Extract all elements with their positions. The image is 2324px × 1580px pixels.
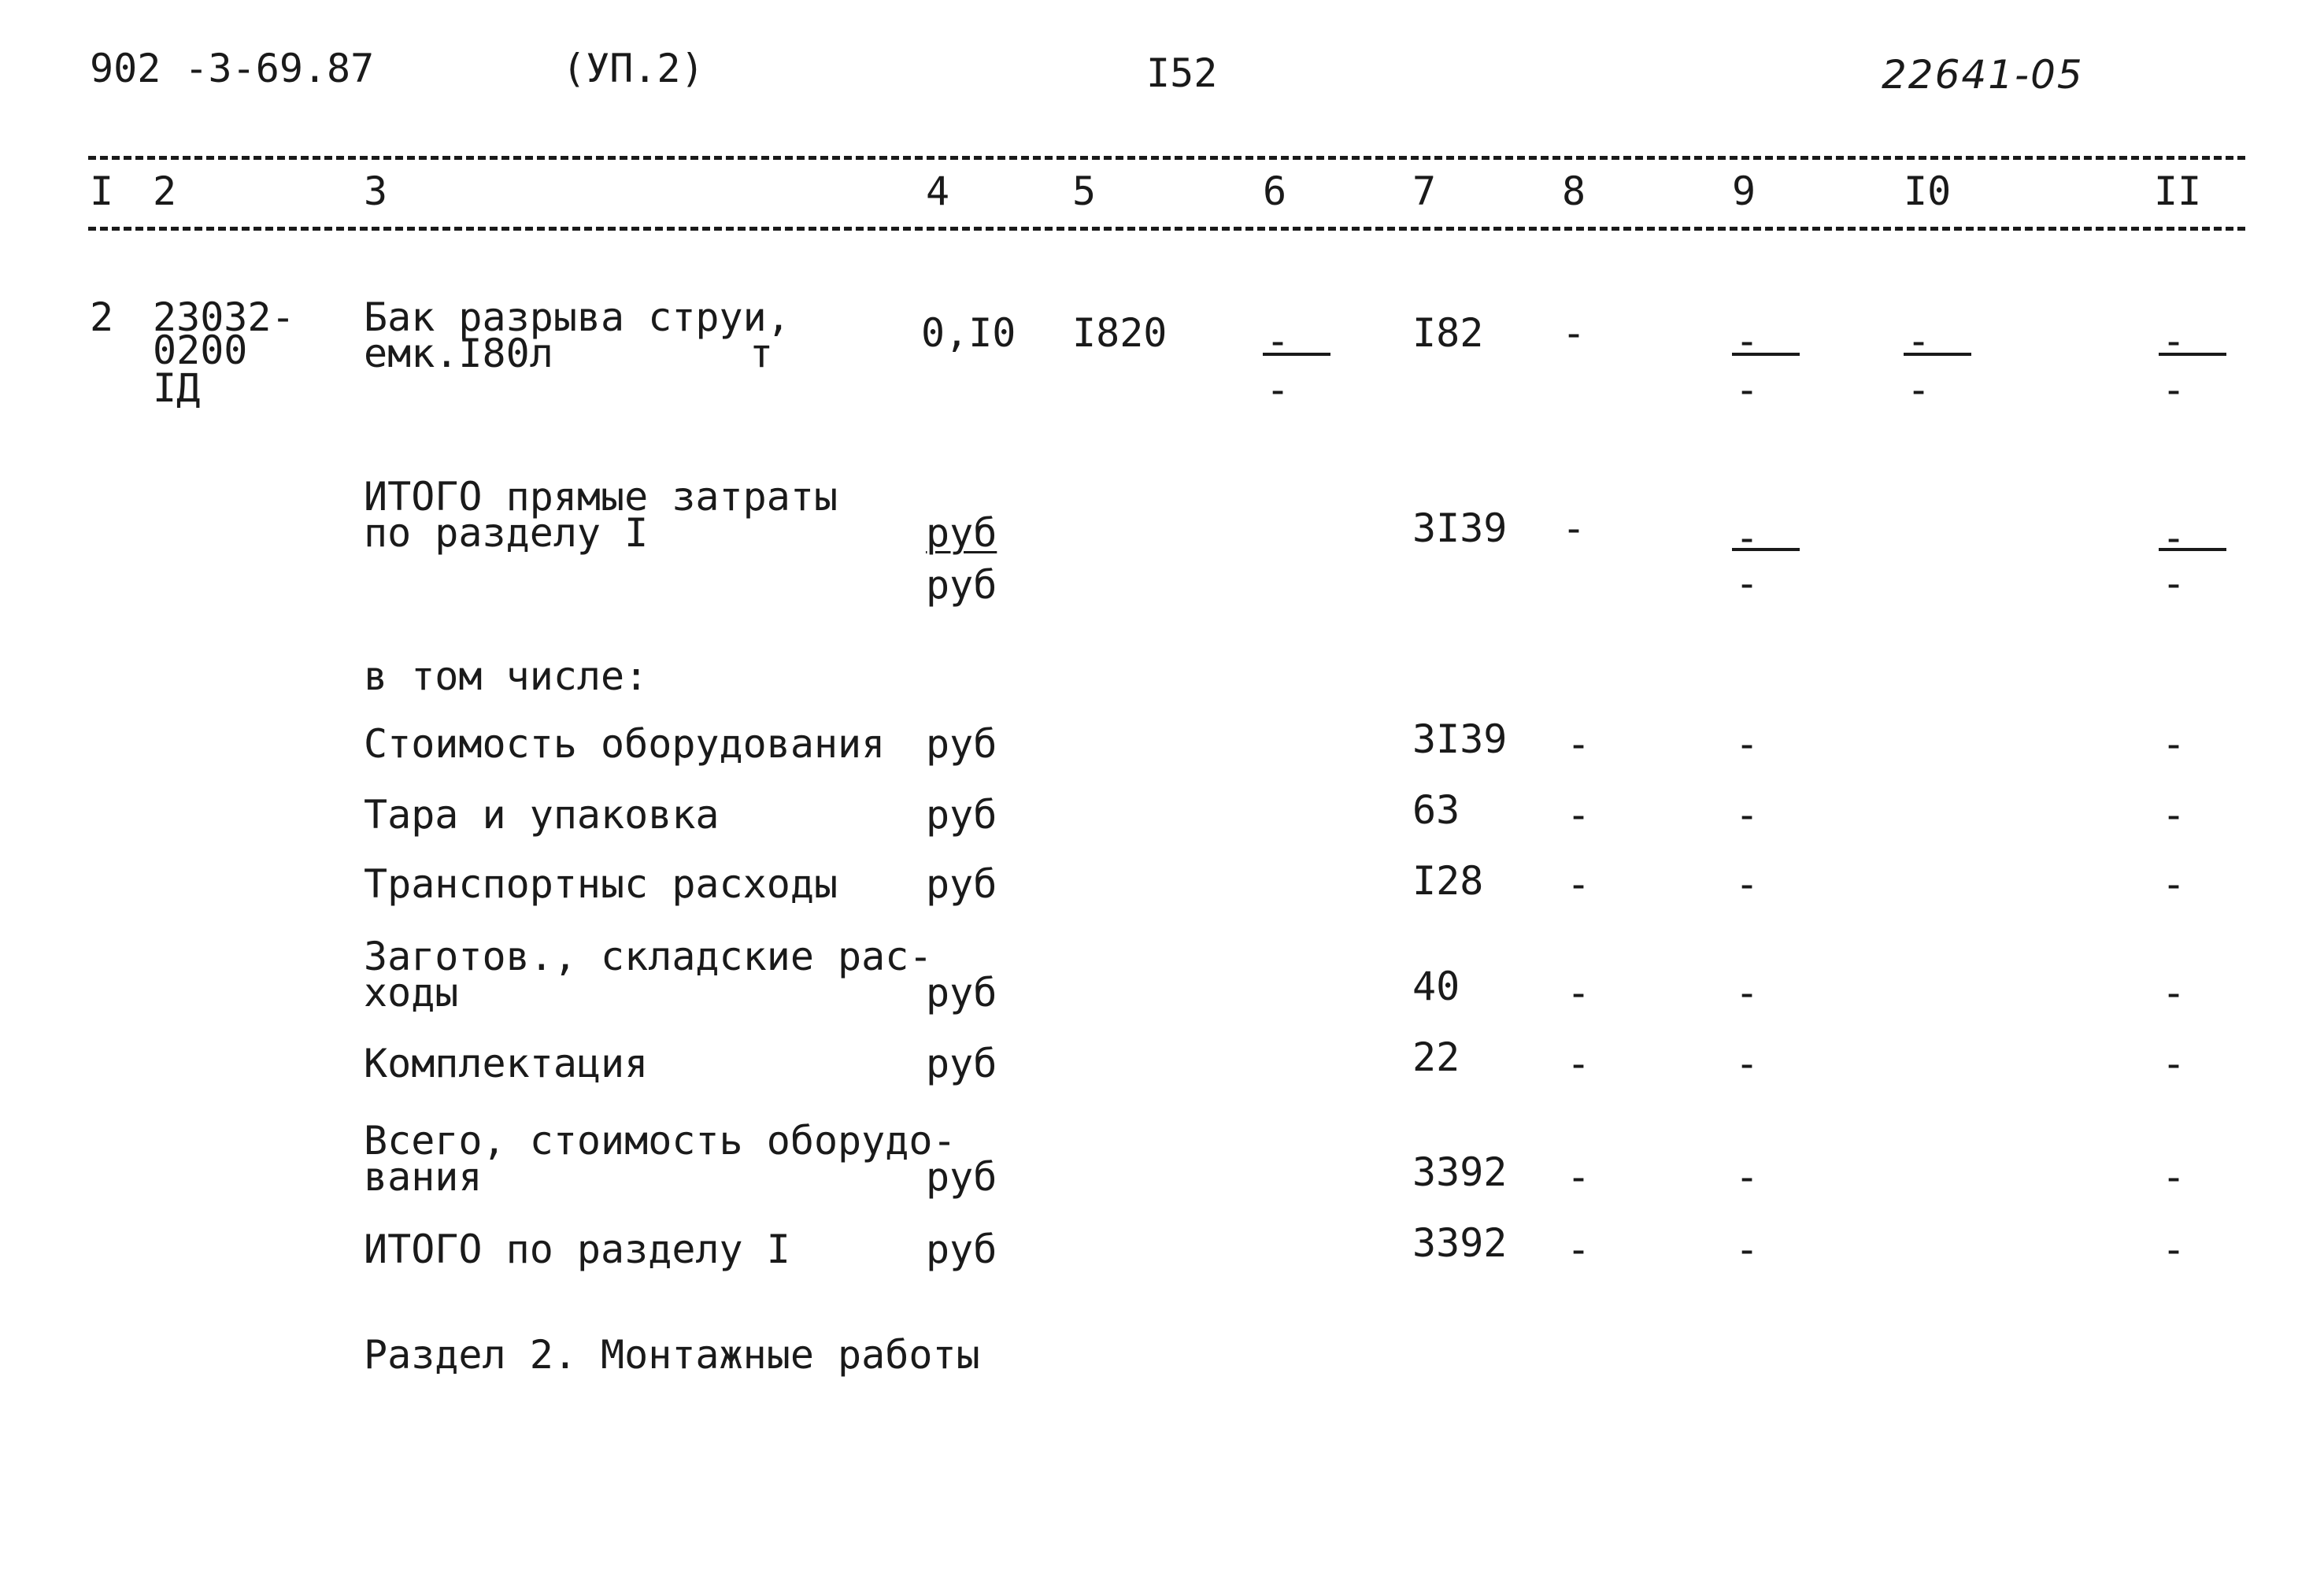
- item-col10-bottom: -: [1907, 367, 1931, 413]
- item-col9-bottom: -: [1735, 367, 1760, 413]
- column-header-3: 3: [364, 168, 388, 214]
- header-bottom-rule: [88, 227, 2245, 231]
- item-name-line2: емк.I80л: [364, 331, 553, 376]
- item-code-line1: 23032-: [153, 294, 295, 340]
- row-col9: -: [1735, 861, 1760, 907]
- row-col8: -: [1567, 970, 1591, 1016]
- total-direct-col9-top: -: [1735, 515, 1760, 561]
- column-header-7: 7: [1412, 168, 1437, 214]
- row-col8: -: [1567, 1227, 1591, 1272]
- row-col11: -: [2162, 970, 2186, 1016]
- album-number: (УП.2): [562, 46, 705, 91]
- row-col7: I28: [1412, 858, 1484, 904]
- inventory-number: 22641-05: [1882, 52, 2084, 98]
- row-col8: -: [1567, 1041, 1591, 1086]
- row-unit: руб: [926, 1041, 997, 1086]
- total-direct-label-line2: по разделу I: [364, 510, 649, 556]
- row-col8: -: [1567, 1154, 1591, 1200]
- item-col8: -: [1562, 310, 1586, 356]
- row-col11: -: [2162, 792, 2186, 838]
- row-label-line1: Всего, стоимость оборудо-: [364, 1118, 957, 1164]
- row-label: Комплектация: [364, 1041, 649, 1086]
- total-direct-label-line1: ИТОГО прямые затраты: [364, 474, 838, 520]
- item-col9-fraction-line: [1732, 353, 1800, 356]
- item-quantity: 0,I0: [921, 310, 1016, 356]
- row-unit: руб: [926, 721, 997, 767]
- row-col7: 40: [1412, 964, 1460, 1009]
- row-col8: -: [1567, 721, 1591, 767]
- document-code: 902 -3-69.87: [90, 46, 375, 91]
- item-number: 2: [90, 294, 114, 340]
- row-col8: -: [1567, 861, 1591, 907]
- row-label: Стоимость оборудования: [364, 721, 886, 767]
- row-col9: -: [1735, 1227, 1760, 1272]
- item-col7: I82: [1412, 310, 1484, 356]
- row-col11: -: [2162, 1041, 2186, 1086]
- row-label-line2: ходы: [364, 970, 459, 1016]
- total-direct-col11-bottom: -: [2162, 561, 2186, 606]
- total-direct-col9-bottom: -: [1735, 561, 1760, 606]
- total-direct-unit-top: руб: [926, 510, 997, 556]
- total-direct-col9-fraction-line: [1732, 548, 1800, 551]
- row-col7: 3392: [1412, 1149, 1508, 1195]
- row-label-line2: вания: [364, 1154, 483, 1200]
- item-col6-bottom: -: [1266, 367, 1290, 413]
- row-col11: -: [2162, 1227, 2186, 1272]
- row-unit: руб: [926, 1154, 997, 1200]
- row-unit: руб: [926, 792, 997, 838]
- item-code-line3: IД: [153, 365, 201, 411]
- row-col9: -: [1735, 721, 1760, 767]
- item-col11-fraction-line: [2159, 353, 2226, 356]
- item-col6-top: -: [1266, 318, 1290, 364]
- row-col7: 3392: [1412, 1220, 1508, 1266]
- row-col11: -: [2162, 721, 2186, 767]
- item-col11-bottom: -: [2162, 367, 2186, 413]
- column-header-9: 9: [1732, 168, 1756, 214]
- column-header-5: 5: [1072, 168, 1097, 214]
- row-col7: 63: [1412, 787, 1460, 833]
- row-unit: руб: [926, 861, 997, 907]
- row-label: Тара и упаковка: [364, 792, 720, 838]
- column-header-8: 8: [1562, 168, 1586, 214]
- row-col9: -: [1735, 970, 1760, 1016]
- including-label: в том числе:: [364, 653, 649, 699]
- row-col9: -: [1735, 1041, 1760, 1086]
- item-col10-fraction-line: [1904, 353, 1971, 356]
- row-unit: руб: [926, 1227, 997, 1272]
- item-col9-top: -: [1735, 318, 1760, 364]
- item-col11-top: -: [2162, 318, 2186, 364]
- total-direct-col8: -: [1562, 505, 1586, 551]
- item-unit-mark: т: [749, 331, 774, 376]
- column-header-2: 2: [153, 168, 177, 214]
- column-header-1: I: [90, 168, 114, 214]
- column-header-4: 4: [926, 168, 950, 214]
- total-direct-col11-top: -: [2162, 515, 2186, 561]
- row-label-line1: Заготов., складские рас-: [364, 934, 933, 979]
- item-code-line2: 0200: [153, 327, 248, 373]
- header-top-rule: [88, 156, 2245, 160]
- item-col10-top: -: [1907, 318, 1931, 364]
- item-price: I820: [1072, 310, 1168, 356]
- total-direct-unit-bottom: руб: [926, 562, 997, 608]
- column-header-6: 6: [1263, 168, 1287, 214]
- column-header-10: I0: [1904, 168, 1952, 214]
- page-number: I52: [1146, 50, 1218, 96]
- row-col9: -: [1735, 1154, 1760, 1200]
- item-name-line1: Бак разрыва струи,: [364, 294, 790, 340]
- row-col7: 3I39: [1412, 716, 1508, 762]
- total-direct-col7: 3I39: [1412, 505, 1508, 551]
- column-header-11: II: [2154, 168, 2202, 214]
- row-col8: -: [1567, 792, 1591, 838]
- row-col11: -: [2162, 861, 2186, 907]
- row-col9: -: [1735, 792, 1760, 838]
- row-col7: 22: [1412, 1034, 1460, 1080]
- row-label: Транспортныс расходы: [364, 861, 838, 907]
- total-direct-col11-fraction-line: [2159, 548, 2226, 551]
- item-col6-fraction-line: [1263, 353, 1330, 356]
- row-unit: руб: [926, 970, 997, 1016]
- row-label: ИТОГО по разделу I: [364, 1227, 790, 1272]
- row-col11: -: [2162, 1154, 2186, 1200]
- section-heading: Раздел 2. Монтажные работы: [364, 1332, 980, 1378]
